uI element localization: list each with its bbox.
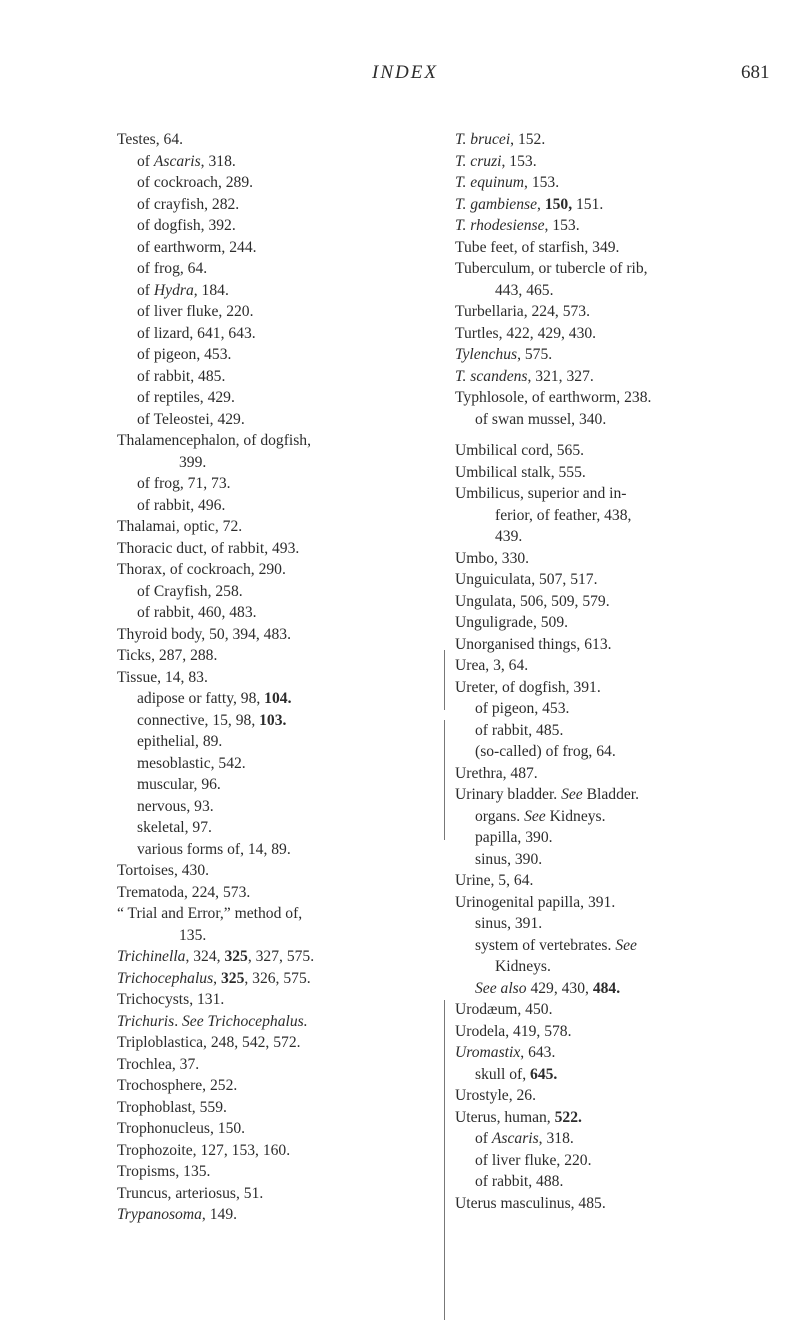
index-entry	[455, 151, 785, 173]
entry-text: Truncus, arteriosus, 51.	[117, 1184, 264, 1202]
index-subentry	[455, 1171, 785, 1193]
entry-text: of rabbit, 485.	[475, 721, 564, 739]
index-column-left	[117, 129, 439, 1226]
index-subentry	[117, 710, 439, 732]
entry-text: Urodela, 419, 578.	[455, 1022, 572, 1040]
entry-text: Ascaris	[491, 1130, 539, 1147]
index-entry	[117, 903, 439, 925]
entry-text: of	[475, 1130, 492, 1147]
entry-text: of	[137, 281, 154, 299]
index-entry	[117, 1097, 439, 1119]
index-subentry	[455, 849, 785, 871]
entry-text: “ Trial and Error,” method of,	[117, 905, 303, 922]
entry-text: of rabbit, 460, 483.	[137, 604, 257, 621]
entry-text: 522.	[554, 1108, 582, 1126]
entry-text: Triploblastica, 248, 542, 572.	[117, 1034, 301, 1051]
index-subentry	[455, 935, 785, 957]
entry-text: , 321, 327.	[527, 367, 594, 385]
entry-text: (so-called) of frog, 64.	[475, 743, 616, 760]
entry-text: , 184.	[193, 281, 229, 299]
entry-text: of frog, 71, 73.	[137, 475, 231, 492]
index-subentry	[117, 839, 439, 861]
index-entry	[455, 258, 785, 280]
entry-text: Turtles, 422, 429, 430.	[455, 324, 597, 342]
entry-text: of liver fluke, 220.	[137, 303, 254, 320]
index-entry	[117, 516, 439, 538]
index-subentry	[117, 731, 439, 753]
index-subentry	[117, 796, 439, 818]
index-subentry	[117, 151, 439, 173]
entry-text: , 324,	[185, 948, 225, 965]
index-entry	[117, 1054, 439, 1076]
entry-text: T. brucei	[455, 131, 511, 148]
entry-text: of Teleostei, 429.	[137, 410, 245, 428]
entry-text: Ungulata, 506, 509, 579.	[455, 592, 610, 610]
entry-text: Tropisms, 135.	[117, 1163, 211, 1180]
entry-text: skull of,	[475, 1065, 531, 1083]
index-entry	[455, 301, 785, 323]
entry-text: Urodæum, 450.	[455, 1001, 553, 1018]
entry-text: Thorax, of cockroach, 290.	[117, 561, 286, 578]
entry-text: Unguligrade, 509.	[455, 614, 569, 631]
index-subentry	[117, 774, 439, 796]
entry-text: , 318.	[538, 1130, 574, 1147]
index-subentry	[117, 215, 439, 237]
entry-text: Thyroid body, 50, 394, 483.	[117, 625, 291, 643]
entry-text: , 575.	[517, 346, 553, 363]
entry-text: Trematoda, 224, 573.	[117, 883, 251, 901]
entry-text: T. equinum	[455, 174, 525, 191]
index-entry	[455, 1107, 785, 1129]
index-entry	[455, 129, 785, 151]
entry-text: Hydra	[153, 281, 194, 299]
entry-text: , 149.	[201, 1206, 238, 1223]
entry-text: of pigeon, 453.	[137, 346, 232, 363]
index-subentry	[455, 827, 785, 849]
index-subentry	[117, 817, 439, 839]
entry-text: organs.	[475, 807, 525, 825]
entry-text: ,	[537, 195, 545, 213]
index-entry	[455, 548, 785, 570]
index-subentry	[455, 505, 785, 527]
index-entry	[455, 1042, 785, 1064]
index-entry	[117, 559, 439, 581]
entry-text: of pigeon, 453.	[475, 700, 570, 717]
index-subentry	[117, 452, 439, 474]
entry-text: 443, 465.	[495, 281, 554, 299]
entry-text: Bladder.	[582, 786, 640, 803]
entry-text: papilla, 390.	[475, 829, 553, 846]
entry-text: , 327, 575.	[247, 948, 315, 965]
entry-text: various forms of, 14, 89.	[137, 840, 291, 858]
running-head	[0, 62, 800, 92]
entry-text: Urinogenital papilla, 391.	[455, 893, 616, 911]
entry-text: Trypanosoma	[117, 1206, 202, 1223]
entry-text: adipose or fatty, 98,	[137, 690, 265, 707]
entry-text: of swan mussel, 340.	[475, 410, 607, 428]
index-entry	[455, 634, 785, 656]
entry-text: T. gambiense	[455, 195, 538, 213]
entry-text: of liver fluke, 220.	[475, 1151, 592, 1169]
column-rule	[444, 650, 445, 710]
entry-text: of dogfish, 392.	[137, 217, 236, 234]
index-entry	[117, 989, 439, 1011]
entry-text: Tuberculum, or tubercle of rib,	[455, 260, 648, 277]
entry-text: Testes, 64.	[117, 131, 184, 148]
entry-text: of rabbit, 485.	[137, 367, 226, 385]
index-entry	[455, 591, 785, 613]
index-subentry	[455, 1128, 785, 1150]
column-rule	[444, 1000, 445, 1320]
entry-text: See	[524, 807, 546, 825]
entry-text: Tube feet, of starfish, 349.	[455, 238, 620, 256]
index-entry	[455, 440, 785, 462]
entry-text: T. scandens	[455, 367, 528, 385]
index-entry	[117, 1032, 439, 1054]
entry-text: system of vertebrates.	[475, 936, 616, 954]
index-entry	[117, 538, 439, 560]
index-entry	[117, 946, 439, 968]
index-subentry	[455, 698, 785, 720]
entry-text: 484.	[592, 979, 621, 997]
entry-text: Trophonucleus, 150.	[117, 1120, 246, 1137]
entry-text: See Trichocephalus.	[182, 1012, 308, 1030]
entry-text: of cockroach, 289.	[137, 174, 254, 191]
entry-text: Urethra, 487.	[455, 764, 538, 782]
entry-text: Tissue, 14, 83.	[117, 668, 208, 686]
entry-text: skeletal, 97.	[137, 819, 212, 836]
entry-text: of lizard, 641, 643.	[137, 324, 256, 342]
entry-text: ,	[213, 969, 221, 987]
index-entry	[455, 194, 785, 216]
entry-text: Trochosphere, 252.	[117, 1077, 238, 1094]
running-head-title: INDEX	[372, 62, 438, 83]
entry-text: Turbellaria, 224, 573.	[455, 303, 590, 320]
entry-text: ferior, of feather, 438,	[495, 506, 632, 524]
entry-text: 399.	[179, 453, 207, 471]
entry-text: of Crayfish, 258.	[137, 582, 243, 600]
entry-text: Unorganised things, 613.	[455, 635, 612, 653]
index-subentry	[117, 925, 439, 947]
entry-text: 429, 430,	[526, 979, 593, 997]
index-entry	[117, 860, 439, 882]
index-subentry	[117, 602, 439, 624]
index-subentry	[455, 741, 785, 763]
entry-text: Ascaris	[153, 152, 201, 170]
index-entry	[455, 483, 785, 505]
index-entry	[117, 1118, 439, 1140]
page-number: 681	[741, 62, 770, 83]
index-entry	[455, 870, 785, 892]
index-entry	[117, 882, 439, 904]
entry-text: , 152.	[510, 131, 546, 148]
index-entry	[117, 1204, 439, 1226]
index-entry	[455, 323, 785, 345]
entry-text: See	[561, 786, 583, 803]
entry-text: Urostyle, 26.	[455, 1087, 536, 1104]
entry-text: 439.	[495, 528, 523, 545]
entry-text: Thalamencephalon, of dogfish,	[117, 432, 311, 449]
entry-text: epithelial, 89.	[137, 733, 223, 750]
entry-text: 135.	[179, 926, 207, 944]
index-subentry	[455, 720, 785, 742]
index-subentry	[117, 409, 439, 431]
index-subentry	[455, 806, 785, 828]
entry-text: Ticks, 287, 288.	[117, 647, 218, 664]
entry-text: Urea, 3, 64.	[455, 657, 529, 674]
entry-text: Urine, 5, 64.	[455, 872, 534, 889]
index-entry	[455, 237, 785, 259]
entry-text: 150,	[544, 195, 573, 213]
entry-text: of rabbit, 496.	[137, 496, 226, 514]
index-entry	[117, 667, 439, 689]
entry-text: Trichinella	[117, 948, 186, 965]
index-subentry	[117, 581, 439, 603]
entry-text: Typhlosole, of earthworm, 238.	[455, 389, 652, 406]
entry-text: Kidneys.	[545, 807, 606, 825]
entry-text: See also	[475, 979, 527, 997]
index-subentry	[455, 913, 785, 935]
entry-text: , 153.	[544, 217, 580, 234]
index-entry	[455, 215, 785, 237]
entry-text: sinus, 390.	[475, 850, 543, 868]
entry-text: T. cruzi	[455, 152, 502, 170]
index-subentry	[117, 344, 439, 366]
index-entry	[117, 624, 439, 646]
entry-text: Ureter, of dogfish, 391.	[455, 678, 601, 696]
entry-text: See	[615, 936, 637, 954]
index-entry	[455, 1021, 785, 1043]
index-subentry	[117, 258, 439, 280]
index-entry	[455, 763, 785, 785]
index-entry	[117, 1161, 439, 1183]
entry-text: of earthworm, 244.	[137, 238, 257, 256]
index-entry	[117, 1075, 439, 1097]
entry-text: 645.	[530, 1065, 558, 1083]
index-entry	[117, 968, 439, 990]
index-entry	[455, 612, 785, 634]
index-subentry	[117, 366, 439, 388]
index-entry	[455, 999, 785, 1021]
index-subentry	[455, 526, 785, 548]
index-subentry	[117, 387, 439, 409]
entry-text: 103.	[259, 711, 287, 729]
entry-text: Trichocysts, 131.	[117, 991, 225, 1008]
entry-text: .	[174, 1012, 182, 1030]
index-subentry	[455, 1064, 785, 1086]
index-entry	[117, 1140, 439, 1162]
index-subentry	[117, 280, 439, 302]
index-entry	[455, 784, 785, 806]
entry-text: , 153.	[524, 174, 560, 191]
index-entry	[455, 462, 785, 484]
index-subentry	[455, 1150, 785, 1172]
index-entry	[117, 1011, 439, 1033]
entry-text: Urinary bladder.	[455, 786, 562, 803]
entry-text: , 643.	[520, 1044, 556, 1061]
index-entry	[455, 655, 785, 677]
index-entry	[455, 172, 785, 194]
index-subentry	[117, 194, 439, 216]
index-subentry	[455, 280, 785, 302]
index-subentry	[117, 473, 439, 495]
index-entry	[117, 645, 439, 667]
index-entry	[455, 892, 785, 914]
index-subentry	[455, 978, 785, 1000]
entry-text: Trichocephalus	[117, 969, 214, 987]
index-subentry	[117, 323, 439, 345]
entry-text: 325	[220, 969, 245, 987]
column-rule	[444, 720, 445, 840]
index-entry	[455, 366, 785, 388]
entry-text: Trophozoite, 127, 153, 160.	[117, 1141, 291, 1159]
index-entry	[455, 677, 785, 699]
entry-text: Umbilicus, superior and in-	[455, 485, 627, 502]
index-subentry	[117, 495, 439, 517]
entry-text: sinus, 391.	[475, 915, 543, 932]
index-subentry	[117, 172, 439, 194]
index-subentry	[117, 301, 439, 323]
entry-text: Uterus, human,	[455, 1108, 555, 1126]
index-entry	[455, 344, 785, 366]
entry-text: Kidneys.	[495, 958, 551, 975]
index-subentry	[455, 956, 785, 978]
entry-text: Umbo, 330.	[455, 549, 530, 567]
entry-text: Uterus masculinus, 485.	[455, 1194, 606, 1212]
entry-text: Uromastix	[455, 1044, 521, 1061]
index-entry	[117, 1183, 439, 1205]
entry-text: Trophoblast, 559.	[117, 1098, 227, 1116]
index-subentry	[117, 237, 439, 259]
entry-text: Tortoises, 430.	[117, 862, 210, 879]
entry-text: 104.	[264, 690, 292, 707]
index-entry	[455, 1193, 785, 1215]
index-entry	[455, 569, 785, 591]
index-entry	[117, 129, 439, 151]
entry-text: of frog, 64.	[137, 260, 208, 277]
entry-text: T. rhodesiense	[455, 217, 545, 234]
entry-text: Umbilical cord, 565.	[455, 442, 585, 459]
entry-text: of	[137, 152, 154, 170]
index-entry	[117, 430, 439, 452]
index-subentry	[455, 409, 785, 431]
entry-text: , 153.	[501, 152, 537, 170]
entry-text: of crayfish, 282.	[137, 195, 240, 213]
index-subentry	[117, 753, 439, 775]
entry-text: connective, 15, 98,	[137, 711, 260, 729]
entry-text: of rabbit, 488.	[475, 1173, 564, 1190]
entry-text: of reptiles, 429.	[137, 389, 235, 406]
entry-text: , 318.	[200, 152, 236, 170]
entry-text: Thoracic duct, of rabbit, 493.	[117, 539, 300, 557]
index-entry	[455, 387, 785, 409]
index-subentry	[117, 688, 439, 710]
index-column-right	[455, 129, 785, 1214]
entry-text: Umbilical stalk, 555.	[455, 463, 586, 481]
entry-text: muscular, 96.	[137, 776, 221, 793]
entry-text: Tylenchus	[455, 346, 518, 363]
index-entry	[455, 1085, 785, 1107]
entry-text: 325	[224, 948, 248, 965]
entry-text: Trochlea, 37.	[117, 1055, 200, 1073]
entry-text: nervous, 93.	[137, 797, 214, 815]
entry-text: mesoblastic, 542.	[137, 754, 246, 772]
entry-text: , 326, 575.	[244, 969, 311, 987]
entry-text: Trichuris	[117, 1012, 175, 1030]
entry-text: Thalamai, optic, 72.	[117, 518, 243, 535]
entry-text: 151.	[572, 195, 604, 213]
entry-text: Unguiculata, 507, 517.	[455, 571, 598, 588]
